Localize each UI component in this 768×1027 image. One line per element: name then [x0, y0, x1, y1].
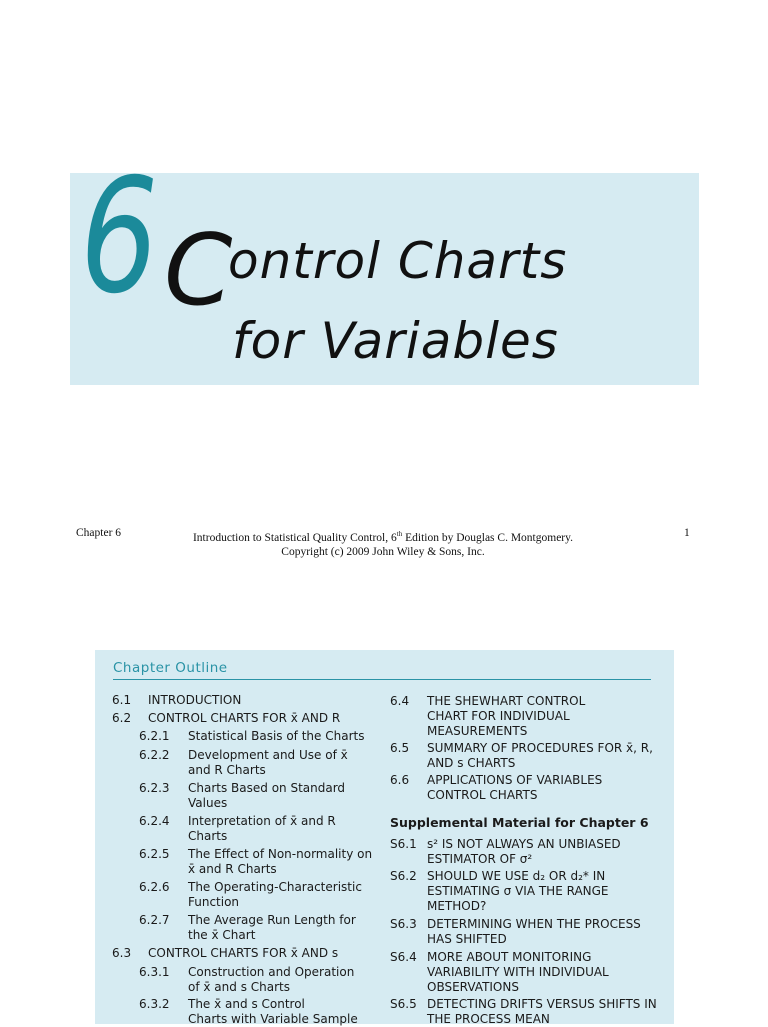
outline-item-number: S6.3 [390, 917, 417, 931]
chapter-number: 6 [80, 145, 156, 329]
outline-left-item-text: x̄ and R Charts [188, 862, 277, 876]
outline-item-number: 6.2.2 [139, 748, 170, 762]
supplemental-item-text: s² IS NOT ALWAYS AN UNBIASED [427, 837, 621, 851]
outline-left-item-text: Function [188, 895, 240, 909]
outline-item-number: 6.1 [112, 693, 132, 707]
outline-left-item-text: and R Charts [188, 763, 266, 777]
outline-left-item-text: CONTROL CHARTS FOR x̄ AND s [148, 946, 339, 960]
outline-item-number: S6.1 [390, 837, 417, 851]
outline-left-item-text: Charts with Variable Sample [188, 1012, 358, 1026]
outline-right-item-text: MEASUREMENTS [427, 724, 528, 738]
outline-right-item-text: CHART FOR INDIVIDUAL [427, 709, 570, 723]
supplemental-item-text: METHOD? [427, 899, 487, 913]
outline-right-item-text: THE SHEWHART CONTROL [427, 694, 586, 708]
supplemental-item-text: THE PROCESS MEAN [427, 1012, 550, 1026]
supplemental-item-text: ESTIMATOR OF σ² [427, 852, 533, 866]
outline-left-item-text: Construction and Operation [188, 965, 355, 979]
supplemental-item-text: SHOULD WE USE d₂ OR d₂* IN [427, 869, 606, 883]
outline-left-item-text: Statistical Basis of the Charts [188, 729, 365, 743]
outline-item-number: 6.3.1 [139, 965, 170, 979]
outline-item-number: S6.2 [390, 869, 417, 883]
outline-item-number: 6.5 [390, 741, 410, 755]
footer-chapter: Chapter 6 [76, 527, 122, 539]
outline-item-number: 6.2.3 [139, 781, 170, 795]
footer-citation-line-1 [150, 527, 616, 545]
outline-left-item-text: The x̄ and s Control [188, 997, 305, 1011]
outline-item-number: 6.2 [112, 711, 132, 725]
outline-left-item-text: of x̄ and s Charts [188, 980, 290, 994]
outline-left-item-text: Charts Based on Standard [188, 781, 346, 795]
outline-left-item-text: INTRODUCTION [148, 693, 242, 707]
supplemental-item-text: MORE ABOUT MONITORING [427, 950, 592, 964]
footer-text-before: Introduction to Statistical Quality Control, 6 [192, 531, 397, 544]
outline-left-item-text: The Average Run Length for [188, 913, 356, 927]
outline-left-item-text: Charts [188, 829, 228, 843]
supplemental-item-text: VARIABILITY WITH INDIVIDUAL [427, 965, 609, 979]
outline-left-item-text: Development and Use of x̄ [188, 748, 348, 762]
outline-item-number: 6.2.7 [139, 913, 170, 927]
outline-left-item-text: CONTROL CHARTS FOR x̄ AND R [148, 711, 341, 725]
outline-right-item-text: AND s CHARTS [427, 756, 516, 770]
supplemental-item-text: OBSERVATIONS [427, 980, 519, 994]
title-line-1: ontrol Charts [228, 232, 568, 290]
supplemental-item-text: DETECTING DRIFTS VERSUS SHIFTS IN [427, 997, 657, 1011]
title-initial: C [164, 214, 233, 328]
footer-text-after: Edition by Douglas C. Montgomery. [402, 531, 574, 544]
outline-item-number: 6.3.2 [139, 997, 170, 1011]
outline-item-number: 6.2.5 [139, 847, 170, 861]
supplemental-heading: Supplemental Material for Chapter 6 [390, 815, 649, 830]
supplemental-item-text: DETERMINING WHEN THE PROCESS [427, 917, 641, 931]
outline-right-item-text: APPLICATIONS OF VARIABLES [427, 773, 603, 787]
outline-item-number: 6.4 [390, 694, 410, 708]
title-line-2: for Variables [232, 312, 559, 370]
outline-item-number: 6.2.6 [139, 880, 170, 894]
outline-left-item-text: the x̄ Chart [188, 928, 256, 942]
supplemental-item-text: HAS SHIFTED [427, 932, 507, 946]
outline-item-number: 6.2.4 [139, 814, 170, 828]
outline-heading: Chapter Outline [113, 660, 228, 676]
outline-item-number: 6.2.1 [139, 729, 170, 743]
outline-item-number: 6.6 [390, 773, 410, 787]
footer-citation [150, 527, 616, 559]
outline-left-item-text: The Effect of Non-normality on [188, 847, 373, 861]
outline-left-item-text: Interpretation of x̄ and R [188, 814, 336, 828]
outline-item-number: 6.3 [112, 946, 132, 960]
outline-right-item-text: CONTROL CHARTS [427, 788, 538, 802]
outline-item-number: S6.5 [390, 997, 417, 1011]
footer-superscript: th [396, 530, 403, 538]
supplemental-item-text: ESTIMATING σ VIA THE RANGE [427, 884, 609, 898]
outline-divider [113, 679, 651, 680]
outline-right-item-text: SUMMARY OF PROCEDURES FOR x̄, R, [427, 741, 653, 755]
footer-page-number: 1 [684, 527, 690, 539]
outline-left-item-text: The Operating-Characteristic [188, 880, 362, 894]
outline-left-item-text: Values [188, 796, 228, 810]
outline-item-number: S6.4 [390, 950, 417, 964]
footer-copyright: Copyright (c) 2009 John Wiley & Sons, Inc. [281, 545, 485, 558]
